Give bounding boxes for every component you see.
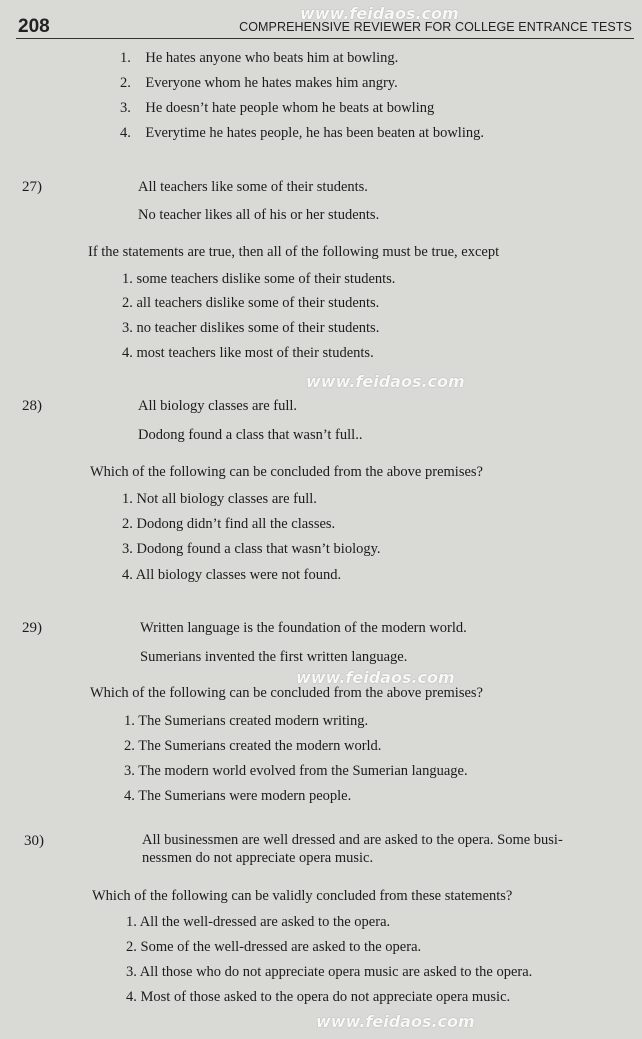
question-number-30: 30) [24,833,44,849]
question-number-27: 27) [22,179,42,195]
option-30-2: 2. Some of the well-dressed are asked to the opera. [126,939,422,955]
question-number-29: 29) [22,620,42,636]
watermark: www.feidaos.com [306,372,465,391]
option-29-1: 1. The Sumerians created modern writing. [124,713,369,729]
option-29-2: 2. The Sumerians created the modern world. [124,738,382,754]
option-28-1: 1. Not all biology classes are full. [122,491,317,507]
prompt-29: Which of the following can be concluded from the above premises? [90,685,483,701]
option-29-3: 3. The modern world evolved from the Sumerian language. [124,763,468,779]
running-title: COMPREHENSIVE REVIEWER FOR COLLEGE ENTRANCE TESTS [239,20,632,34]
option-30-1: 1. All the well-dressed are asked to the opera. [126,914,391,930]
option-29-4: 4. The Sumerians were modern people. [124,788,352,804]
option-q26-1: 1. He hates anyone who beats him at bowling. [120,50,399,66]
option-28-2: 2. Dodong didn’t find all the classes. [122,516,336,532]
premise-27-2: No teacher likes all of his or her students. [138,207,380,223]
premise-28-2: Dodong found a class that wasn’t full.. [138,427,363,443]
premise-28-1: All biology classes are full. [138,398,298,414]
premise-30-1: All businessmen are well dressed and are asked to the opera. Some busi- [142,832,563,848]
option-27-3: 3. no teacher dislikes some of their students. [122,320,380,336]
option-27-2: 2. all teachers dislike some of their students. [122,295,380,311]
watermark: www.feidaos.com [296,668,455,687]
prompt-30: Which of the following can be validly concluded from these statements? [92,888,513,904]
option-q26-4: 4. Everytime he hates people, he has been beaten at bowling. [120,125,484,141]
premise-27-1: All teachers like some of their students. [138,179,368,195]
prompt-28: Which of the following can be concluded from the above premises? [90,464,483,480]
option-q26-3: 3. He doesn’t hate people whom he beats at bowling [120,100,435,116]
option-30-3: 3. All those who do not appreciate opera music are asked to the opera. [126,964,533,980]
header-rule [16,38,634,39]
prompt-27: If the statements are true, then all of the following must be true, except [88,244,500,260]
option-q26-2: 2. Everyone whom he hates makes him angry. [120,75,398,91]
option-28-4: 4. All biology classes were not found. [122,567,342,583]
premise-29-1: Written language is the foundation of the modern world. [140,620,467,636]
page-number: 208 [18,16,50,37]
watermark: www.feidaos.com [300,4,459,23]
option-28-3: 3. Dodong found a class that wasn’t biology. [122,541,381,557]
premise-29-2: Sumerians invented the first written language. [140,649,408,665]
premise-30-2: nessmen do not appreciate opera music. [142,850,374,866]
watermark: www.feidaos.com [316,1012,475,1031]
option-30-4: 4. Most of those asked to the opera do not appreciate opera music. [126,989,511,1005]
option-27-1: 1. some teachers dislike some of their students. [122,271,396,287]
option-27-4: 4. most teachers like most of their students. [122,345,374,361]
question-number-28: 28) [22,398,42,414]
